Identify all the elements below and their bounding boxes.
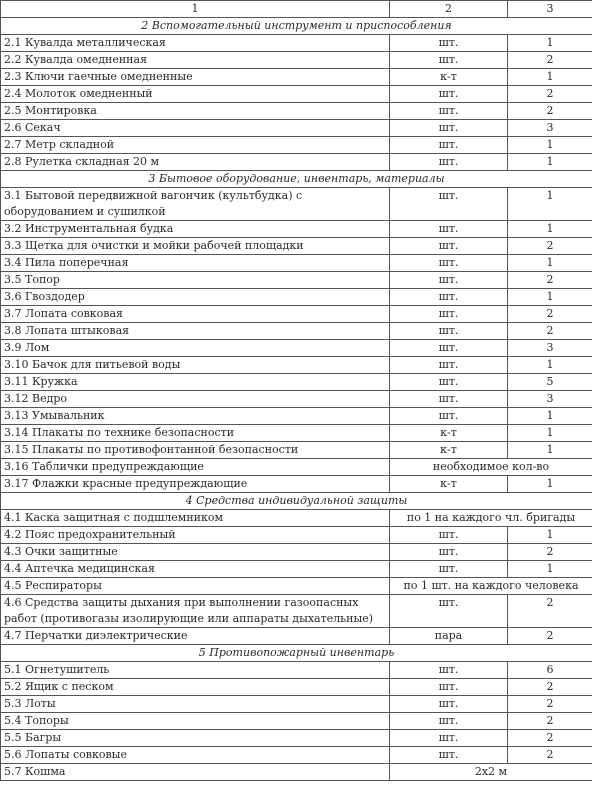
item-unit: шт. xyxy=(390,35,508,52)
item-quantity: 2 xyxy=(508,628,592,645)
table-row xyxy=(1,459,592,476)
item-quantity: 3 xyxy=(508,340,592,357)
table-row xyxy=(1,561,592,578)
item-name: 3.10 Бачок для питьевой воды xyxy=(1,357,390,374)
item-unit: шт. xyxy=(390,679,508,696)
section-title: 5 Противопожарный инвентарь xyxy=(1,645,592,662)
item-quantity: 2 xyxy=(508,679,592,696)
item-quantity: 2 xyxy=(508,595,592,628)
item-unit: шт. xyxy=(390,86,508,103)
item-name: 2.4 Молоток омедненный xyxy=(1,86,390,103)
item-unit: шт. xyxy=(390,713,508,730)
item-merged-value: необходимое кол-во xyxy=(390,459,592,476)
table-row xyxy=(1,86,592,103)
item-quantity: 3 xyxy=(508,391,592,408)
table-row xyxy=(1,527,592,544)
item-unit: шт. xyxy=(390,662,508,679)
item-name: 3.5 Топор xyxy=(1,272,390,289)
item-unit: шт. xyxy=(390,103,508,120)
table-row xyxy=(1,103,592,120)
item-quantity: 2 xyxy=(508,730,592,747)
table-row xyxy=(1,764,592,781)
item-name: 3.13 Умывальник xyxy=(1,408,390,425)
table-row xyxy=(1,747,592,764)
item-unit: шт. xyxy=(390,306,508,323)
table-row xyxy=(1,35,592,52)
item-unit: шт. xyxy=(390,272,508,289)
item-unit: шт. xyxy=(390,221,508,238)
item-name: 3.12 Ведро xyxy=(1,391,390,408)
table-row xyxy=(1,544,592,561)
table-row xyxy=(1,578,592,595)
item-quantity: 1 xyxy=(508,527,592,544)
item-quantity: 1 xyxy=(508,35,592,52)
table-row xyxy=(1,120,592,137)
item-quantity: 1 xyxy=(508,425,592,442)
table-row xyxy=(1,679,592,696)
item-quantity: 2 xyxy=(508,272,592,289)
table-row xyxy=(1,442,592,459)
item-unit: шт. xyxy=(390,730,508,747)
item-unit: шт. xyxy=(390,340,508,357)
item-unit: к-т xyxy=(390,69,508,86)
item-quantity: 2 xyxy=(508,306,592,323)
item-quantity: 2 xyxy=(508,103,592,120)
table-row xyxy=(1,52,592,69)
item-unit: шт. xyxy=(390,137,508,154)
item-quantity: 6 xyxy=(508,662,592,679)
item-unit: шт. xyxy=(390,357,508,374)
item-unit: к-т xyxy=(390,425,508,442)
item-quantity: 3 xyxy=(508,120,592,137)
table-row xyxy=(1,713,592,730)
item-unit: шт. xyxy=(390,595,508,628)
item-name: 5.3 Лоты xyxy=(1,696,390,713)
item-unit: шт. xyxy=(390,255,508,272)
item-quantity: 1 xyxy=(508,476,592,493)
item-name: 3.1 Бытовой передвижной вагончик (культбудка) с оборудованием и сушилкой xyxy=(1,188,390,221)
section-header-row xyxy=(1,171,592,188)
item-name: 2.1 Кувалда металлическая xyxy=(1,35,390,52)
item-quantity: 2 xyxy=(508,52,592,69)
table-row xyxy=(1,340,592,357)
table-row xyxy=(1,69,592,86)
table-row xyxy=(1,188,592,221)
column-header-3: 3 xyxy=(508,1,592,18)
table-row xyxy=(1,306,592,323)
item-unit: шт. xyxy=(390,52,508,69)
item-name: 3.14 Плакаты по технике безопасности xyxy=(1,425,390,442)
item-name: 3.15 Плакаты по противофонтанной безопасности xyxy=(1,442,390,459)
section-title: 4 Средства индивидуальной защиты xyxy=(1,493,592,510)
item-name: 5.4 Топоры xyxy=(1,713,390,730)
table-row xyxy=(1,595,592,628)
item-name: 3.17 Флажки красные предупреждающие xyxy=(1,476,390,493)
item-name: 5.5 Багры xyxy=(1,730,390,747)
table-row xyxy=(1,137,592,154)
table-row xyxy=(1,323,592,340)
item-name: 3.11 Кружка xyxy=(1,374,390,391)
item-name: 4.5 Респираторы xyxy=(1,578,390,595)
item-name: 5.2 Ящик с песком xyxy=(1,679,390,696)
item-unit: шт. xyxy=(390,747,508,764)
item-merged-value: по 1 на каждого чл. бригады xyxy=(390,510,592,527)
item-name: 3.6 Гвоздодер xyxy=(1,289,390,306)
item-name: 4.3 Очки защитные xyxy=(1,544,390,561)
table-row xyxy=(1,374,592,391)
item-quantity: 1 xyxy=(508,442,592,459)
table-row xyxy=(1,696,592,713)
item-name: 3.3 Щетка для очистки и мойки рабочей площадки xyxy=(1,238,390,255)
item-name: 4.7 Перчатки диэлектрические xyxy=(1,628,390,645)
item-name: 4.4 Аптечка медицинская xyxy=(1,561,390,578)
item-name: 3.7 Лопата совковая xyxy=(1,306,390,323)
item-quantity: 1 xyxy=(508,289,592,306)
item-quantity: 2 xyxy=(508,544,592,561)
item-unit: пара xyxy=(390,628,508,645)
item-name: 2.6 Секач xyxy=(1,120,390,137)
item-name: 5.7 Кошма xyxy=(1,764,390,781)
item-unit: к-т xyxy=(390,476,508,493)
column-header-2: 2 xyxy=(390,1,508,18)
item-quantity: 1 xyxy=(508,408,592,425)
item-name: 3.2 Инструментальная будка xyxy=(1,221,390,238)
item-quantity: 1 xyxy=(508,188,592,221)
item-name: 4.1 Каска защитная с подшлемником xyxy=(1,510,390,527)
item-name: 2.8 Рулетка складная 20 м xyxy=(1,154,390,171)
item-unit: шт. xyxy=(390,374,508,391)
item-quantity: 2 xyxy=(508,86,592,103)
table-row xyxy=(1,255,592,272)
table-body xyxy=(1,1,592,781)
item-unit: шт. xyxy=(390,238,508,255)
section-header-row xyxy=(1,18,592,35)
table-row xyxy=(1,662,592,679)
item-quantity: 2 xyxy=(508,238,592,255)
table-row xyxy=(1,730,592,747)
item-unit: шт. xyxy=(390,391,508,408)
item-quantity: 2 xyxy=(508,696,592,713)
section-header-row xyxy=(1,493,592,510)
section-title: 2 Вспомогательный инструмент и приспособления xyxy=(1,18,592,35)
item-name: 4.2 Пояс предохранительный xyxy=(1,527,390,544)
item-quantity: 5 xyxy=(508,374,592,391)
item-unit: шт. xyxy=(390,561,508,578)
item-name: 3.16 Таблички предупреждающие xyxy=(1,459,390,476)
item-quantity: 2 xyxy=(508,713,592,730)
item-name: 2.5 Монтировка xyxy=(1,103,390,120)
item-quantity: 1 xyxy=(508,69,592,86)
item-unit: шт. xyxy=(390,154,508,171)
table-row xyxy=(1,272,592,289)
column-header-1: 1 xyxy=(1,1,390,18)
item-name: 3.4 Пила поперечная xyxy=(1,255,390,272)
item-quantity: 1 xyxy=(508,255,592,272)
item-quantity: 1 xyxy=(508,357,592,374)
item-unit: шт. xyxy=(390,696,508,713)
item-unit: шт. xyxy=(390,120,508,137)
item-quantity: 1 xyxy=(508,137,592,154)
item-quantity: 2 xyxy=(508,323,592,340)
item-quantity: 2 xyxy=(508,747,592,764)
item-name: 2.3 Ключи гаечные омедненные xyxy=(1,69,390,86)
table-row xyxy=(1,391,592,408)
table-row xyxy=(1,510,592,527)
table-row xyxy=(1,476,592,493)
item-quantity: 1 xyxy=(508,154,592,171)
item-quantity: 1 xyxy=(508,221,592,238)
item-name: 5.1 Огнетушитель xyxy=(1,662,390,679)
section-title: 3 Бытовое оборудование, инвентарь, материалы xyxy=(1,171,592,188)
item-name: 2.2 Кувалда омедненная xyxy=(1,52,390,69)
section-header-row xyxy=(1,645,592,662)
table-row xyxy=(1,408,592,425)
table-row xyxy=(1,289,592,306)
item-unit: шт. xyxy=(390,188,508,221)
item-unit: шт. xyxy=(390,289,508,306)
header-row xyxy=(1,1,592,18)
item-unit: шт. xyxy=(390,408,508,425)
item-quantity: 1 xyxy=(508,561,592,578)
table-row xyxy=(1,628,592,645)
item-name: 5.6 Лопаты совковые xyxy=(1,747,390,764)
item-name: 3.8 Лопата штыковая xyxy=(1,323,390,340)
item-unit: шт. xyxy=(390,323,508,340)
item-merged-value: по 1 шт. на каждого человека xyxy=(390,578,592,595)
item-name: 3.9 Лом xyxy=(1,340,390,357)
table-row xyxy=(1,238,592,255)
item-unit: к-т xyxy=(390,442,508,459)
table-row xyxy=(1,357,592,374)
item-merged-value: 2х2 м xyxy=(390,764,592,781)
item-unit: шт. xyxy=(390,544,508,561)
item-name: 4.6 Средства защиты дыхания при выполнении газоопасных работ (противогазы изолирующие или аппараты дыхательные) xyxy=(1,595,390,628)
table-row xyxy=(1,221,592,238)
item-name: 2.7 Метр складной xyxy=(1,137,390,154)
table-row xyxy=(1,154,592,171)
item-unit: шт. xyxy=(390,527,508,544)
table-row xyxy=(1,425,592,442)
